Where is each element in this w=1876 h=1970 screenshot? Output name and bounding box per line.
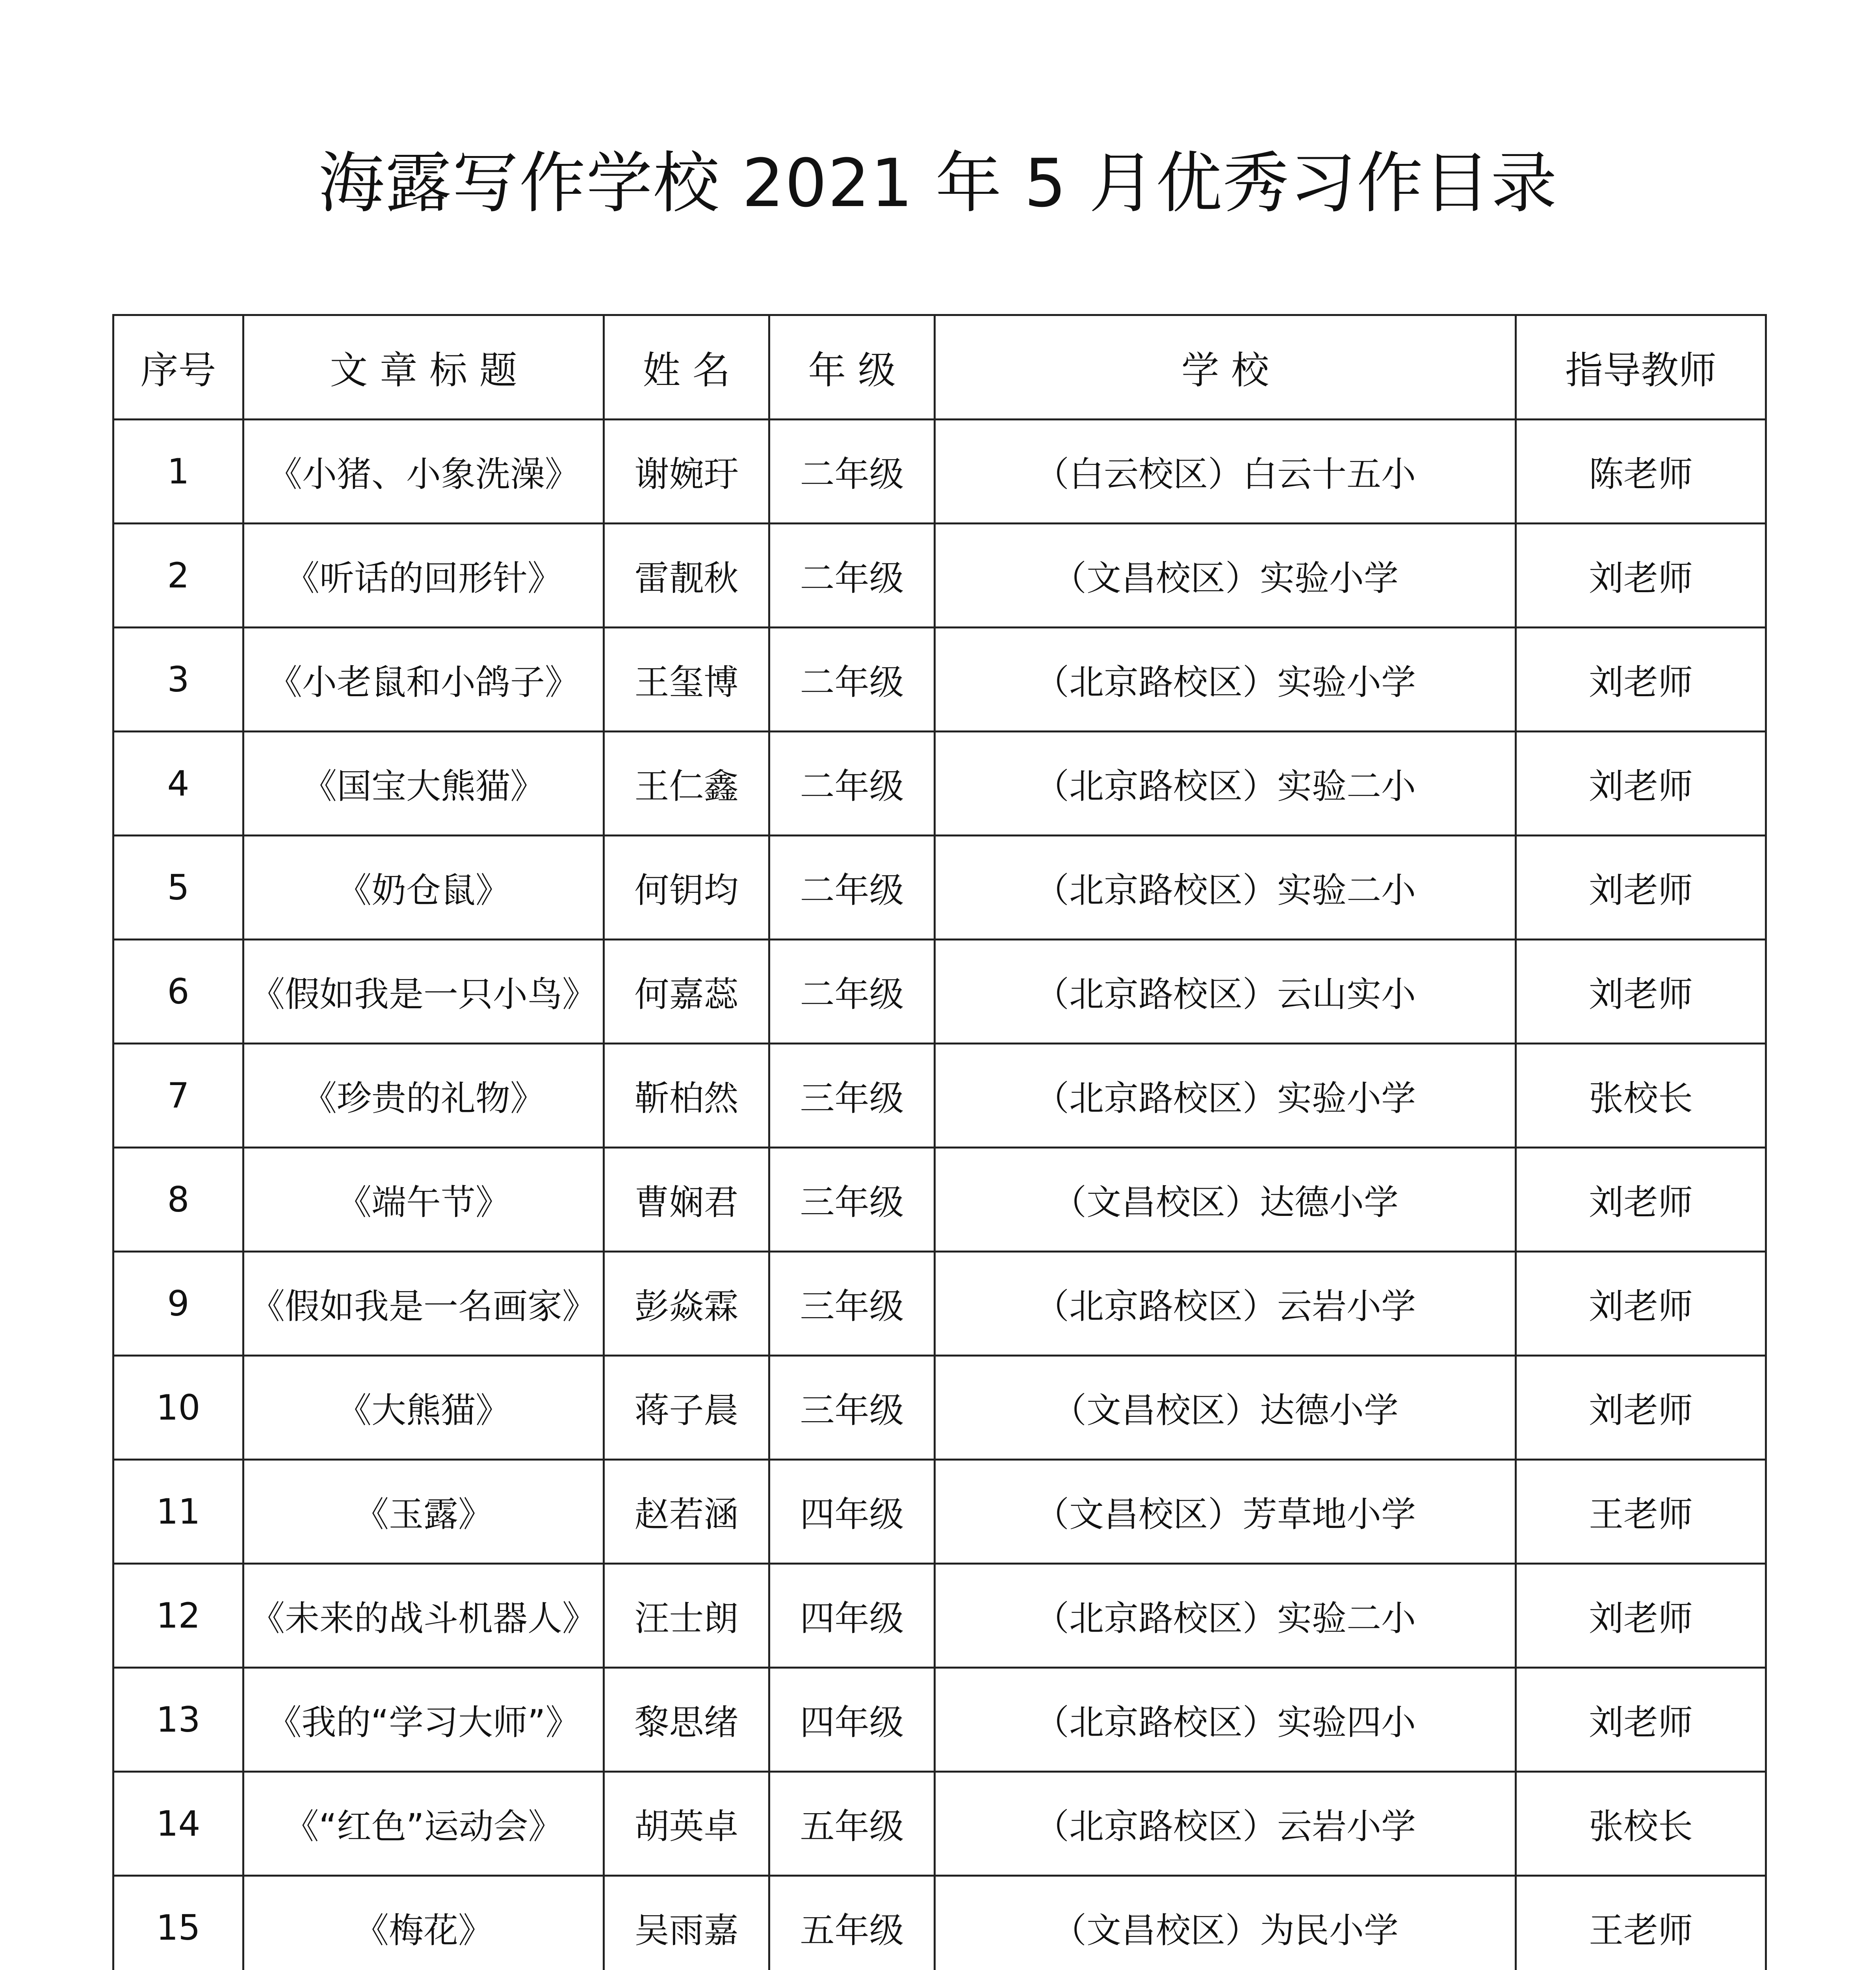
cell-serial-number: 7 (113, 1044, 243, 1148)
cell-grade: 二年级 (769, 524, 935, 628)
cell-grade: 三年级 (769, 1148, 935, 1252)
cell-article-title: 《“红色”运动会》 (243, 1772, 604, 1876)
cell-student-name: 王仁鑫 (604, 732, 769, 836)
cell-school: （文昌校区）芳草地小学 (935, 1460, 1516, 1564)
cell-teacher: 陈老师 (1516, 420, 1766, 524)
table-body (113, 420, 1766, 1970)
table-row (113, 836, 1766, 940)
cell-serial-number: 8 (113, 1148, 243, 1252)
cell-teacher: 张校长 (1516, 1044, 1766, 1148)
cell-article-title: 《梅花》 (243, 1876, 604, 1970)
cell-teacher: 王老师 (1516, 1460, 1766, 1564)
cell-student-name: 何嘉蕊 (604, 940, 769, 1044)
cell-student-name: 曹娴君 (604, 1148, 769, 1252)
cell-grade: 三年级 (769, 1044, 935, 1148)
cell-student-name: 吴雨嘉 (604, 1876, 769, 1970)
cell-serial-number: 6 (113, 940, 243, 1044)
table-row (113, 628, 1766, 732)
table-row (113, 732, 1766, 836)
cell-article-title: 《小猪、小象洗澡》 (243, 420, 604, 524)
cell-grade: 三年级 (769, 1356, 935, 1460)
cell-serial-number: 1 (113, 420, 243, 524)
cell-student-name: 靳柏然 (604, 1044, 769, 1148)
cell-serial-number: 12 (113, 1564, 243, 1668)
table-row (113, 1876, 1766, 1970)
cell-student-name: 赵若涵 (604, 1460, 769, 1564)
cell-article-title: 《小老鼠和小鸽子》 (243, 628, 604, 732)
cell-school: （北京路校区）实验二小 (935, 836, 1516, 940)
cell-article-title: 《端午节》 (243, 1148, 604, 1252)
table-header-row (113, 315, 1766, 420)
table-row (113, 1564, 1766, 1668)
cell-grade: 二年级 (769, 940, 935, 1044)
cell-article-title: 《国宝大熊猫》 (243, 732, 604, 836)
header-school: 学 校 (935, 315, 1516, 420)
cell-school: （北京路校区）实验二小 (935, 732, 1516, 836)
essay-catalog-table (112, 314, 1767, 1970)
cell-article-title: 《假如我是一名画家》 (243, 1252, 604, 1356)
cell-teacher: 刘老师 (1516, 836, 1766, 940)
header-grade: 年 级 (769, 315, 935, 420)
cell-student-name: 汪士朗 (604, 1564, 769, 1668)
cell-teacher: 刘老师 (1516, 1356, 1766, 1460)
cell-teacher: 刘老师 (1516, 1252, 1766, 1356)
cell-teacher: 张校长 (1516, 1772, 1766, 1876)
cell-serial-number: 15 (113, 1876, 243, 1970)
cell-student-name: 何钥均 (604, 836, 769, 940)
cell-school: （北京路校区）实验二小 (935, 1564, 1516, 1668)
cell-grade: 二年级 (769, 732, 935, 836)
table-row (113, 1356, 1766, 1460)
cell-grade: 四年级 (769, 1460, 935, 1564)
cell-serial-number: 4 (113, 732, 243, 836)
table-row (113, 940, 1766, 1044)
cell-grade: 三年级 (769, 1252, 935, 1356)
cell-teacher: 刘老师 (1516, 1564, 1766, 1668)
cell-teacher: 王老师 (1516, 1876, 1766, 1970)
cell-grade: 五年级 (769, 1772, 935, 1876)
cell-student-name: 谢婉玗 (604, 420, 769, 524)
cell-serial-number: 2 (113, 524, 243, 628)
cell-article-title: 《大熊猫》 (243, 1356, 604, 1460)
cell-grade: 二年级 (769, 628, 935, 732)
cell-school: （文昌校区）达德小学 (935, 1356, 1516, 1460)
cell-grade: 四年级 (769, 1564, 935, 1668)
cell-student-name: 胡英卓 (604, 1772, 769, 1876)
header-teacher: 指导教师 (1516, 315, 1766, 420)
cell-student-name: 王玺博 (604, 628, 769, 732)
cell-article-title: 《奶仓鼠》 (243, 836, 604, 940)
cell-student-name: 雷靓秋 (604, 524, 769, 628)
cell-teacher: 刘老师 (1516, 940, 1766, 1044)
cell-serial-number: 9 (113, 1252, 243, 1356)
cell-serial-number: 13 (113, 1668, 243, 1772)
cell-school: （文昌校区）为民小学 (935, 1876, 1516, 1970)
header-serial-number: 序号 (113, 315, 243, 420)
cell-serial-number: 3 (113, 628, 243, 732)
cell-serial-number: 5 (113, 836, 243, 940)
cell-school: （白云校区）白云十五小 (935, 420, 1516, 524)
cell-article-title: 《未来的战斗机器人》 (243, 1564, 604, 1668)
cell-student-name: 蒋子晨 (604, 1356, 769, 1460)
table-row (113, 1460, 1766, 1564)
cell-article-title: 《我的“学习大师”》 (243, 1668, 604, 1772)
cell-article-title: 《假如我是一只小鸟》 (243, 940, 604, 1044)
cell-article-title: 《玉露》 (243, 1460, 604, 1564)
cell-school: （文昌校区）实验小学 (935, 524, 1516, 628)
cell-grade: 四年级 (769, 1668, 935, 1772)
cell-teacher: 刘老师 (1516, 524, 1766, 628)
cell-grade: 二年级 (769, 420, 935, 524)
cell-school: （北京路校区）云岩小学 (935, 1772, 1516, 1876)
cell-teacher: 刘老师 (1516, 1668, 1766, 1772)
cell-grade: 五年级 (769, 1876, 935, 1970)
cell-school: （文昌校区）达德小学 (935, 1148, 1516, 1252)
table-row (113, 1668, 1766, 1772)
cell-school: （北京路校区）实验小学 (935, 1044, 1516, 1148)
cell-serial-number: 14 (113, 1772, 243, 1876)
cell-article-title: 《听话的回形针》 (243, 524, 604, 628)
header-student-name: 姓 名 (604, 315, 769, 420)
table-row (113, 420, 1766, 524)
cell-teacher: 刘老师 (1516, 732, 1766, 836)
cell-school: （北京路校区）实验四小 (935, 1668, 1516, 1772)
cell-school: （北京路校区）实验小学 (935, 628, 1516, 732)
cell-student-name: 黎思绪 (604, 1668, 769, 1772)
table-row (113, 1772, 1766, 1876)
cell-grade: 二年级 (769, 836, 935, 940)
document-title: 海露写作学校 2021 年 5 月优秀习作目录 (318, 145, 1558, 222)
cell-serial-number: 10 (113, 1356, 243, 1460)
table-row (113, 1148, 1766, 1252)
cell-school: （北京路校区）云岩小学 (935, 1252, 1516, 1356)
cell-student-name: 彭焱霖 (604, 1252, 769, 1356)
cell-teacher: 刘老师 (1516, 1148, 1766, 1252)
cell-school: （北京路校区）云山实小 (935, 940, 1516, 1044)
cell-teacher: 刘老师 (1516, 628, 1766, 732)
table-row (113, 524, 1766, 628)
cell-serial-number: 11 (113, 1460, 243, 1564)
header-article-title: 文 章 标 题 (243, 315, 604, 420)
table-row (113, 1044, 1766, 1148)
table-row (113, 1252, 1766, 1356)
cell-article-title: 《珍贵的礼物》 (243, 1044, 604, 1148)
